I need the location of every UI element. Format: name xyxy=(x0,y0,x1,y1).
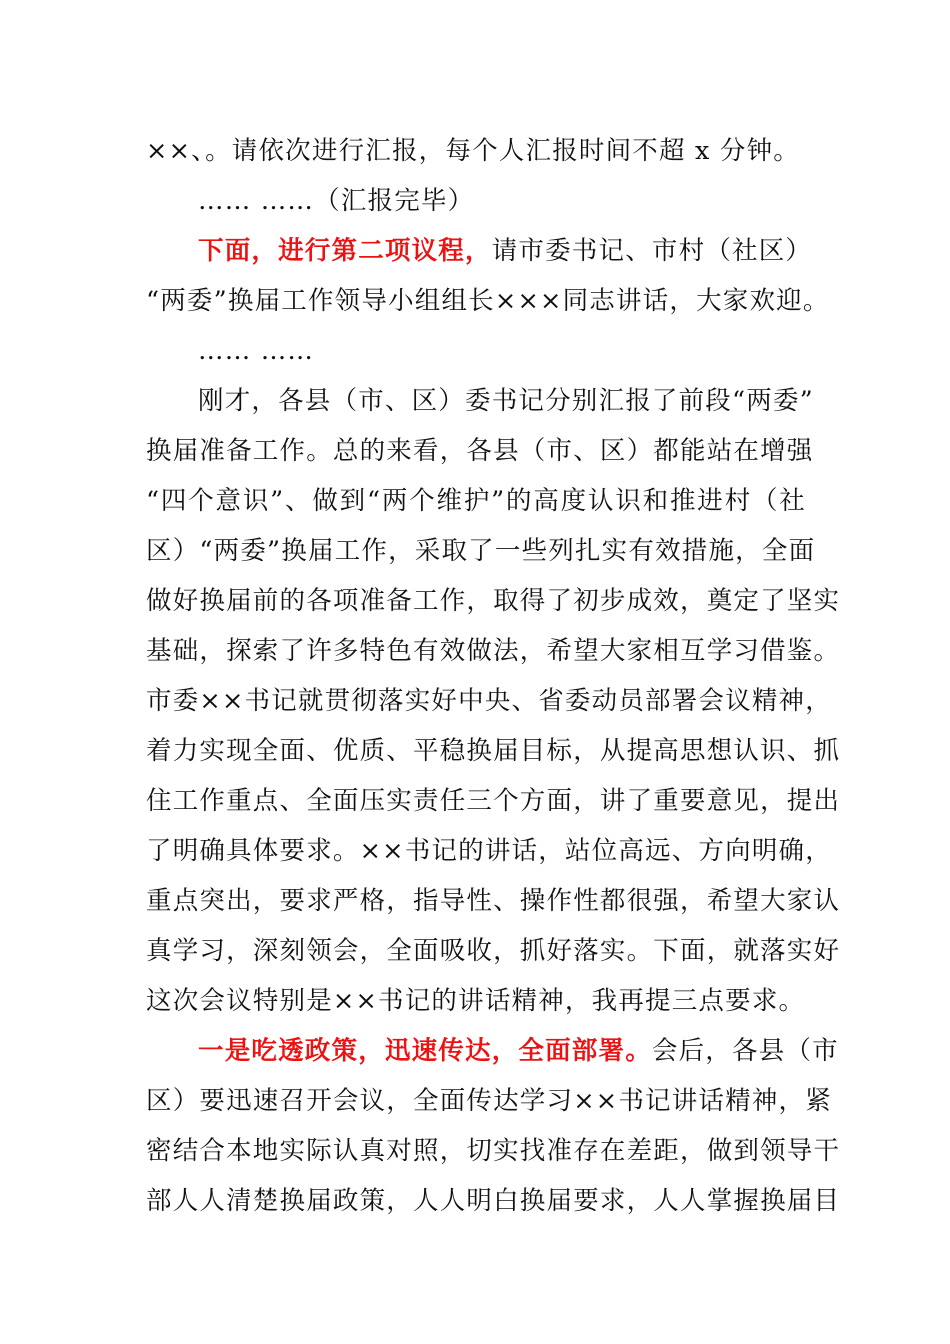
body-text: 重点突出，要求严格，指导性、操作性都很强，希望大家认 xyxy=(146,886,841,916)
body-text: …… ……（汇报完毕） xyxy=(198,186,475,216)
body-text: 区）“两委”换届工作，采取了一些列扎实有效措施，全面 xyxy=(146,536,816,566)
text-line xyxy=(198,384,814,418)
body-text: 真学习，深刻领会，全面吸收，抓好落实。下面，就落实好 xyxy=(146,936,841,966)
text-line xyxy=(146,484,806,518)
text-line xyxy=(146,634,841,668)
highlight-text: 下面，进行第二项议程， xyxy=(198,236,492,266)
text-line xyxy=(198,184,474,218)
text-line xyxy=(146,684,832,718)
text-line xyxy=(146,584,841,618)
body-text: “两委”换届工作领导小组组长×××同志讲话，大家欢迎。 xyxy=(146,286,830,316)
highlight-text: 一是吃透政策，迅速传达，全面部署。 xyxy=(198,1036,652,1066)
body-text: 了明确具体要求。××书记的讲话，站位高远、方向明确， xyxy=(146,836,832,866)
body-text: 住工作重点、全面压实责任三个方面，讲了重要意见，提出 xyxy=(146,786,841,816)
text-line xyxy=(146,884,841,918)
body-text: 部人人清楚换届政策，人人明白换届要求，人人掌握换届目 xyxy=(146,1186,841,1216)
text-line xyxy=(146,984,805,1018)
text-line xyxy=(146,434,814,468)
body-text: 密结合本地实际认真对照，切实找准存在差距，做到领导干 xyxy=(146,1136,841,1166)
text-line xyxy=(146,534,816,568)
text-line xyxy=(146,284,830,318)
text-line xyxy=(146,134,800,168)
text-line xyxy=(198,234,813,268)
text-line xyxy=(146,934,841,968)
body-text: 区）要迅速召开会议，全面传达学习××书记讲话精神，紧 xyxy=(146,1086,832,1116)
text-line xyxy=(198,334,314,368)
body-text: 请市委书记、市村（社区） xyxy=(491,236,813,266)
body-text: 做好换届前的各项准备工作，取得了初步成效，奠定了坚实 xyxy=(146,586,841,616)
text-line xyxy=(146,734,841,768)
text-line xyxy=(146,1184,841,1218)
text-line xyxy=(146,784,841,818)
body-text: 刚才，各县（市、区）委书记分别汇报了前段“两委” xyxy=(198,386,814,416)
body-text: …… …… xyxy=(198,336,315,366)
text-line xyxy=(198,1034,839,1068)
body-text: 着力实现全面、优质、平稳换届目标，从提高思想认识、抓 xyxy=(146,736,841,766)
text-line xyxy=(146,1134,841,1168)
body-text: 换届准备工作。总的来看，各县（市、区）都能站在增强 xyxy=(146,436,814,466)
body-text: 这次会议特别是××书记的讲话精神，我再提三点要求。 xyxy=(146,986,806,1016)
body-text: 基础，探索了许多特色有效做法，希望大家相互学习借鉴。 xyxy=(146,636,841,666)
body-text: “四个意识”、做到“两个维护”的高度认识和推进村（社 xyxy=(146,486,806,516)
text-line xyxy=(146,834,832,868)
body-text: ××、。请依次进行汇报，每个人汇报时间不超 x 分钟。 xyxy=(146,136,800,166)
body-text: 市委××书记就贯彻落实好中央、省委动员部署会议精神， xyxy=(146,686,832,716)
body-text: 会后，各县（市 xyxy=(651,1036,839,1066)
text-line xyxy=(146,1084,832,1118)
